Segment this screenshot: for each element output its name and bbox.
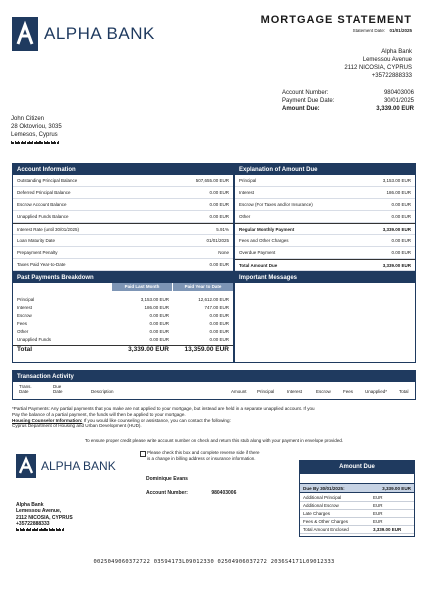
account-info-value: 0.00 EUR xyxy=(209,214,229,219)
stub-amount-value[interactable]: EUR xyxy=(373,519,383,524)
past-payment-ytd: 0.00 EUR xyxy=(209,336,229,342)
past-payment-ytd: 0.00 EUR xyxy=(209,320,229,326)
stub-amount-line xyxy=(300,526,414,534)
account-info-label: Escrow Account Balance xyxy=(17,202,67,207)
transactions-title: Transaction Activity xyxy=(13,371,415,382)
important-messages-panel xyxy=(234,271,416,363)
explanation-value: 3,153.00 EUR xyxy=(382,178,411,183)
account-info-label: Unapplied Funds Balance xyxy=(17,214,69,219)
check-note-line1: Please check this box and complete reverse side if there xyxy=(147,450,260,455)
stub-amount-label: Additional Principal xyxy=(303,495,342,500)
bank-logo xyxy=(12,16,178,52)
notes xyxy=(12,406,418,429)
past-payment-row xyxy=(13,335,233,343)
stub-bank-address-name: Alpha Bank xyxy=(16,502,44,508)
past-payment-label: Other xyxy=(17,328,29,334)
check-note-line2: is a change in billing address or insurance information. xyxy=(147,455,256,461)
past-payment-label: Interest xyxy=(17,304,33,310)
stub-bank-logo xyxy=(16,453,134,479)
past-total-last: 3,339.00 EUR xyxy=(128,346,169,353)
explanation-row xyxy=(235,187,415,199)
past-payment-last: 186.00 EUR xyxy=(144,304,169,310)
past-col-last: Paid Last Month xyxy=(112,283,172,291)
account-info-value: 0.00 EUR xyxy=(209,202,229,207)
stub-amount-value[interactable]: 3,339.00 EUR xyxy=(373,527,402,532)
explanation-row xyxy=(235,223,415,235)
explanation-value: 0.00 EUR xyxy=(391,238,411,243)
account-info-row xyxy=(13,259,233,271)
bank-address-line1: Lemessou Avenue xyxy=(362,57,412,63)
statement-date-label: Statement Date: xyxy=(352,28,386,33)
past-payment-last: 3,153.00 EUR xyxy=(140,296,169,302)
explanation-row xyxy=(235,199,415,211)
stub-alpha-logo-icon xyxy=(16,454,36,478)
summary-box xyxy=(282,89,414,113)
note-line1: *Partial Payments: Any partial payments that you make are not applied to your mortgage, but instead are held in a separate unapplied account. If you xyxy=(12,406,315,411)
stub-amount-value[interactable]: EUR xyxy=(373,511,383,516)
transactions-panel xyxy=(12,370,416,400)
customer-name: John Citizen xyxy=(11,116,45,122)
past-total-ytd: 13,359.00 EUR xyxy=(184,346,229,353)
customer-address xyxy=(11,115,101,144)
past-payment-row xyxy=(13,327,233,335)
transaction-col-header: Due Date xyxy=(53,384,63,394)
explanation-label: Other xyxy=(239,214,251,219)
note-counselor-label: Housing Counselor Information: xyxy=(12,417,83,423)
explanation-value: 3,339.00 EUR xyxy=(382,226,411,232)
bank-address xyxy=(344,48,412,80)
note-line3: If you would like counseling or assistance, you can contact the following: xyxy=(82,417,231,423)
stub-bank-address xyxy=(16,502,106,531)
account-info-row xyxy=(13,235,233,247)
account-info-value: 5.91% xyxy=(216,226,229,232)
past-total-label: Total xyxy=(17,346,33,353)
past-payment-row xyxy=(13,311,233,319)
due-by-value: 3,339.00 EUR xyxy=(382,485,411,491)
account-info-row xyxy=(13,247,233,259)
account-info-value: 0.00 EUR xyxy=(209,262,229,267)
amount-due: 3,339.00 EUR xyxy=(376,106,414,112)
stub-amount-value[interactable]: EUR xyxy=(373,495,383,500)
explanation-row xyxy=(235,211,415,223)
bank-name: ALPHA BANK xyxy=(44,24,155,43)
past-payment-ytd: 0.00 EUR xyxy=(209,328,229,334)
past-payment-last: 0.00 EUR xyxy=(149,312,169,318)
stub-bank-address-line1: Lemessou Avenue, xyxy=(16,508,62,515)
explanation-value: 3,339.00 EUR xyxy=(382,262,411,268)
customer-line1: 28 Oktovriou, 3035 xyxy=(11,124,62,130)
past-payment-last: 0.00 EUR xyxy=(149,328,169,334)
explanation-value: 186.00 EUR xyxy=(386,190,411,195)
account-info-label: Taxes Paid Year-to-Date xyxy=(17,262,66,267)
past-payment-label: Principal xyxy=(17,296,35,302)
account-info-value: 507,655.00 EUR xyxy=(195,178,229,183)
stub-amount-line xyxy=(300,510,414,518)
account-info-label: Prepayment Penalty xyxy=(17,250,58,255)
stub-postal-barcode xyxy=(16,528,106,531)
stub-bank-name: ALPHA BANK xyxy=(41,459,116,473)
explanation-title: Explanation of Amount Due xyxy=(235,164,415,175)
customer-line2: Lemesos, Cyprus xyxy=(11,132,58,138)
stub-amount-line xyxy=(300,494,414,502)
stub-bank-address-phone: +35722888333 xyxy=(16,520,50,527)
explanation-value: 0.00 EUR xyxy=(391,214,411,219)
account-info-label: Loan Maturity Date xyxy=(17,238,56,243)
explanation-label: Overdue Payment xyxy=(239,250,276,255)
note-line4: Cyprus Department of Housing and Urban Development (HUD). xyxy=(12,423,142,429)
amount-due-box-title: Amount Due xyxy=(300,461,414,474)
account-info-row xyxy=(13,211,233,223)
account-info-value: None xyxy=(218,250,229,255)
micr-line: 0025049060372722 03594173L09012330 02504906037272 2036S4171L09012333 xyxy=(93,559,335,565)
account-info-label: Interest Rate (until 30/01/2025) xyxy=(17,226,80,232)
explanation-value: 0.00 EUR xyxy=(391,202,411,207)
past-payment-label: Escrow xyxy=(17,312,32,318)
past-payment-row xyxy=(13,303,233,311)
amount-due-box xyxy=(299,460,415,537)
stub-amount-line xyxy=(300,502,414,510)
account-info-row xyxy=(13,199,233,211)
transaction-col-header: Fees xyxy=(343,389,354,394)
past-payment-row xyxy=(13,319,233,327)
account-number-label: Account Number: xyxy=(282,90,329,96)
past-col-ytd: Paid Year to Date xyxy=(173,283,233,291)
account-info-row xyxy=(13,175,233,187)
explanation-row xyxy=(235,259,415,271)
account-info-label: Outstanding Principal Balance xyxy=(17,178,78,183)
payment-due-date: 30/01/2025 xyxy=(383,98,414,104)
account-info-label: Deferred Principal Balance xyxy=(17,190,71,195)
past-payment-ytd: 747.00 EUR xyxy=(204,304,229,310)
past-payment-label: Fees xyxy=(17,320,28,326)
account-info-value: 01/01/2025 xyxy=(206,238,229,243)
statement-title: MORTGAGE STATEMENT xyxy=(260,14,412,26)
stub-account-label: Account Number: xyxy=(146,490,188,496)
account-info-panel xyxy=(12,163,234,272)
address-change-checkbox[interactable] xyxy=(140,451,146,457)
explanation-label: Fees and Other Charges xyxy=(239,238,289,243)
bank-address-phone: +35722888333 xyxy=(371,73,412,79)
stub-amount-label: Fees & Other Charges xyxy=(303,519,349,524)
account-info-title: Account Information xyxy=(13,164,233,175)
stub-account-number: 980403006 xyxy=(211,490,237,496)
past-payment-label: Unapplied Funds xyxy=(17,336,52,342)
explanation-label: Total Amount Due xyxy=(239,262,278,268)
stub-amount-label: Additional Escrow xyxy=(303,503,339,508)
statement-date: 01/01/2025 xyxy=(389,28,412,33)
account-number: 980403006 xyxy=(383,90,414,96)
postal-barcode xyxy=(11,141,101,144)
bank-address-line2: 2112 NICOSIA, CYPRUS xyxy=(344,65,412,71)
past-payment-last: 0.00 EUR xyxy=(149,320,169,326)
stub-amount-line xyxy=(300,518,414,526)
explanation-panel xyxy=(234,163,416,272)
transaction-col-header: Trans. Date xyxy=(19,384,32,394)
explanation-label: Regular Monthly Payment xyxy=(239,226,295,232)
past-payments-panel xyxy=(12,271,234,363)
explanation-row xyxy=(235,247,415,259)
explanation-row xyxy=(235,235,415,247)
past-payment-row xyxy=(13,295,233,303)
stub-instruction: To ensure proper credit please write account number on check and return this stub along with your payment in envelope provided. xyxy=(0,438,428,443)
note-line2: Pay the balance of a partial payment, the funds will then be applied to your mortgage. xyxy=(12,411,186,417)
amount-due-label: Amount Due: xyxy=(282,106,320,112)
transaction-col-header: Escrow xyxy=(316,389,331,394)
past-payment-ytd: 0.00 EUR xyxy=(209,312,229,318)
account-info-value: 0.00 EUR xyxy=(209,190,229,195)
transaction-col-header: Amount xyxy=(231,389,247,394)
explanation-label: Escrow (For Taxes and/or Insurance) xyxy=(239,202,313,207)
stub-amount-label: Total Amount Enclosed xyxy=(303,527,349,532)
account-info-row xyxy=(13,223,233,235)
account-info-row xyxy=(13,187,233,199)
bank-address-name: Alpha Bank xyxy=(381,49,412,55)
transaction-col-header: Total xyxy=(399,389,409,394)
explanation-row xyxy=(235,175,415,187)
important-messages-title: Important Messages xyxy=(235,272,415,283)
alpha-logo-icon xyxy=(12,17,38,51)
explanation-value: 0.00 EUR xyxy=(391,250,411,255)
stub-bank-address-line2: 2112 NICOSIA, CYPRUS xyxy=(16,514,73,521)
past-payment-ytd: 12,612.00 EUR xyxy=(198,296,229,302)
payment-due-date-label: Payment Due Date: xyxy=(282,98,335,104)
transaction-col-header: Interest xyxy=(287,389,303,394)
stub-amount-label: Late Charges xyxy=(303,511,331,516)
past-payment-last: 0.00 EUR xyxy=(149,336,169,342)
stub-amount-value[interactable]: EUR xyxy=(373,503,383,508)
transaction-col-header: Description xyxy=(91,389,114,394)
explanation-label: Principal xyxy=(239,178,257,183)
explanation-label: Interest xyxy=(239,190,255,195)
due-by-label: Due By 30/01/2025: xyxy=(303,485,345,491)
stub-customer-name: Dominique Evans xyxy=(146,476,188,482)
past-payments-title: Past Payments Breakdown xyxy=(13,272,233,283)
transaction-col-header: Principal xyxy=(257,389,275,394)
transaction-col-header: Unapplied* xyxy=(365,389,388,394)
